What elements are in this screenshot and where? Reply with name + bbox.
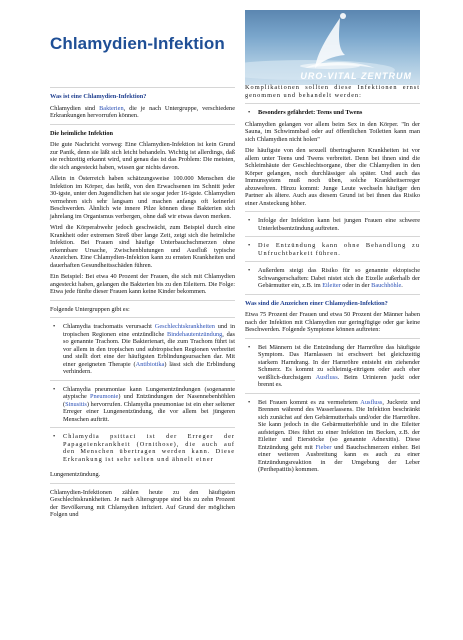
right-column <box>245 84 420 478</box>
bullet-icon: • <box>248 217 251 224</box>
page-title: Chlamydien-Infektion <box>50 34 225 53</box>
divider <box>50 483 235 484</box>
text: , Juckreiz und Brennen während des Wasserlassens. Die Infektion beschränkt sich zunächst auf den Gebärmutterhals und/oder die Harnröhre. Sie kann jedoch in die Gebärmutterhöhle und in die Eileiter aufsteigen. Dies führt zu einer Infektion im Becken, z.B. der Eileiter und Eierstöcke (so genannte Adnexitis). Diese Entzündung geht mit <box>258 398 420 451</box>
paragraph: Die häufigste von den sexuell übertragbaren Krankheiten ist vor allem unter Teens und Twens verbreitet. Denn bei ihnen sind die Schleimhäute der Geschlechtsorgane, über die Chlamydien in den Körper gelangen, noch durchlässiger als später. Und auch das Immunsystem muß noch üben, solche Krankheitserreger abzuwehren. Hinzu kommt: Junge Leute wechseln häufiger den Partner als ältere. Auch aus diesem Grund ist bei ihnen das Risiko einer Ansteckung höher. <box>245 147 420 207</box>
text: Infolge der Infektion kann bei jungen Frauen eine schwere Unterleibsentzündung auftreten. <box>258 217 420 232</box>
bullet-icon: • <box>248 267 251 274</box>
paragraph-subgroups: Folgende Untergruppen gibt es: <box>50 305 130 313</box>
divider <box>245 261 420 262</box>
link-pneumonie[interactable]: Pneumonie <box>89 393 119 400</box>
left-column <box>50 84 235 523</box>
header-banner-image <box>245 10 420 85</box>
text: . <box>401 282 403 289</box>
paragraph: Allein in Österreich haben schätzungsweise 100.000 Menschen die Infektion im Körper, das heißt, von den Erwachsenen im Schnitt jeder 30-igste, unter den Jugendlichen hat sie sogar jeder 16-igste. Chlamydien vermehren sich sehr langsam und machen anfangs oft keinerlei Beschwerden. Ähnlich wie innere Pilze können diese Bakterien sich jahrelang im Organismus verbergen, ohne daß wir etwas davon merken. <box>50 175 235 220</box>
text: oder in der <box>340 282 372 289</box>
divider <box>50 300 235 301</box>
paragraph: Etwa 75 Prozent der Frauen und etwa 50 Prozent der Männer haben nach der Infektion mit Chlamydien nur geringfügige oder gar keine Beschwerden. Folgende Symptome können auftreten: <box>245 311 420 333</box>
list-item-trachomatis <box>50 323 235 376</box>
link-geschlechtskrankheiten[interactable]: Geschlechtskrankheiten <box>154 323 215 330</box>
link-ausfluss[interactable]: Ausfluss <box>360 398 383 406</box>
list-item-pneumoniae <box>50 386 235 424</box>
link-fieber[interactable]: Fieber <box>315 443 332 451</box>
link-bakterien[interactable]: Bakterien <box>99 104 124 112</box>
divider <box>245 211 420 212</box>
text: und Bauchschmerzen einher. Bei einer weiteren Ausbreitung kann es auch zu einer Entzündungsreaktion in der Umgebung der Leber (Perihepatitis) kommen. <box>258 443 420 473</box>
divider <box>50 427 235 428</box>
link-eileiter[interactable]: Eileiter <box>322 282 341 289</box>
link-ausfluss[interactable]: Ausfluss <box>315 373 338 381</box>
bullet-icon: • <box>53 433 57 440</box>
paragraph: Chlamydien-Infektionen zählen heute zu den häufigsten Geschlechtskrankheiten. Je nach Altersgruppe sind bis zu zehn Prozent der Bevölkerung mit Chlamydien infiziert. Auf Grund der möglichen Folgen und <box>50 488 235 518</box>
list-item-infertility <box>245 242 420 257</box>
divider <box>245 236 420 237</box>
text: Bei Männern ist die Entzündung der Harnröhre das häufigste Symptom. Das Harnlassen ist erschwert bei gleichzeitig starkem Harndrang. In der Harnröhre entsteht ein ziehender Schmerz. Es kommt zu schleimig-eitrigem oder auch eher weißlich-durchsigem <box>258 343 420 381</box>
paragraph-intro <box>50 105 235 120</box>
divider <box>245 103 420 104</box>
bullet-icon: • <box>248 343 251 351</box>
text: Außerdem steigt das Risiko für so genannte ektopische Schwangerschaften: Dabei nistet sich die Eizelle außerhalb der Gebärmutter ein, z.B. im <box>258 267 420 289</box>
link-bauchhoehle[interactable]: Bauchhöhle <box>371 282 402 289</box>
banner-logo-text: URO-VITAL ZENTRUM <box>300 71 412 81</box>
paragraph: Chlamydien gelangen vor allem beim Sex in den Körper. "In der Sauna, im Schwimmbad oder auf öffentlichen Toiletten kann man sich Chlamydien nicht holen" <box>245 120 420 143</box>
list-item-women <box>245 399 420 474</box>
bullet-icon: • <box>248 242 252 249</box>
paragraph: Die gute Nachricht vorweg: Eine Chlamydien-Infektion ist kein Grund zur Panik, denn sie läßt sich leicht behandeln. Wichtig ist allerdings, daß sie rechtzeitig erkannt wird, und genau das ist das Problem: Die meisten, die sich angesteckt haben, wissen gar nichts davon. <box>50 141 235 171</box>
text: , das so genannte Trachom. Die Bakterienart, die zum Trachom führt ist vor allem in den tropischen und subtropischen Regionen verbreitet und stellt dort eine der häufigsten Erblindungsursachen dar. Mit einer geeigneten Therapie ( <box>63 330 235 368</box>
question-heading-what-is: Was ist eine Chlamydien-Infektion? <box>50 93 147 100</box>
text: . Beim Urinieren juckt oder brennt es. <box>258 373 421 388</box>
divider <box>50 87 235 88</box>
list-item-men <box>245 344 420 389</box>
bullet-icon: • <box>248 398 251 406</box>
text: Chlamydia pneumoniae kann Lungenentzündungen (sogenannte atypische <box>63 385 235 400</box>
text: Bei Frauen kommt es zu vermehrtem <box>258 398 361 406</box>
bullet-icon: • <box>53 323 56 330</box>
text: ) lässt sich die Erblindung verhindern. <box>63 360 236 375</box>
text: Chlamydia psittaci ist der Erreger der Papageienkrankheit (Ornithose), die auch auf den Menschen übertragen werden kann. Diese Erkrankung ist sehr selten und ähnelt einer <box>63 433 235 463</box>
list-item-psittaci <box>50 433 235 463</box>
paragraph: Lungenentzündung. <box>50 471 101 478</box>
link-bindehautentzuendung[interactable]: Bindehautentzündung <box>167 330 223 338</box>
text: ) hervorrufen. Chlamydia pneumoniae ist ein eher seltener Erreger einer Lungenentzündung, die vor allem bei jüngeren Menschen auftritt. <box>63 400 235 423</box>
text: Chlamydia trachomatis verursacht <box>63 323 155 330</box>
bullet-icon: • <box>248 109 251 116</box>
link-sinusitis[interactable]: Sinusitis <box>65 400 87 408</box>
text: Die Entzündung kann ohne Behandlung zu Unfruchtbarkeit führen. <box>258 242 420 257</box>
paragraph-complications: Komplikationen sollten diese Infektionen ernst genommen und behandelt werden: <box>245 84 420 99</box>
subheading-teens-twens: Besonders gefährdet: Teens und Twens <box>258 109 363 116</box>
divider <box>245 338 420 339</box>
question-heading-symptoms: Was sind die Anzeichen einer Chlamydien-Infektion? <box>245 299 388 307</box>
list-item-ectopic <box>245 267 420 290</box>
text: Chlamydien sind <box>50 104 100 112</box>
text: ) und Entzündungen der Nasennebenhöhlen ( <box>63 393 235 408</box>
divider <box>50 317 235 318</box>
divider <box>50 124 235 125</box>
paragraph: Ein Beispiel: Bei etwa 40 Prozent der Frauen, die sich mit Chlamydien angesteckt haben, gelangen die Bakterien bis zu den Eileitern. Die Folge: Etwa jede fünfte dieser Frauen kann keine Kinder bekommen. <box>50 273 235 295</box>
text: , die je nach Untergruppe, verschiedene Erkrankungen hervorrufen können. <box>50 104 235 119</box>
divider <box>245 294 420 295</box>
paragraph: Wird die Körperabwehr jedoch geschwächt, zum Beispiel durch eine Krankheit oder extremen Streß über lange Zeit, zeigt sich die heimliche Infektion. Bei Frauen sind häufige Unterbauchschmerzen ohne erkennbare Ursache, Zwischenblutungen und Ausfluß typische Anzeichen. Eine Chlamydien-Infektion kann zu ernsten Krankheiten und dauerhaften Gesundheitsschäden führen. <box>50 224 235 269</box>
list-item-risk-group <box>245 109 420 117</box>
divider <box>245 393 420 394</box>
link-antibiotika[interactable]: Antibiotika <box>135 360 165 368</box>
list-item-inflammation <box>245 217 420 232</box>
section-heading-quiet-infection: Die heimliche Infektion <box>50 129 113 137</box>
bullet-icon: • <box>53 385 56 393</box>
text: und in tropischen Regionen eine entzündliche <box>63 323 235 338</box>
divider <box>50 380 235 381</box>
